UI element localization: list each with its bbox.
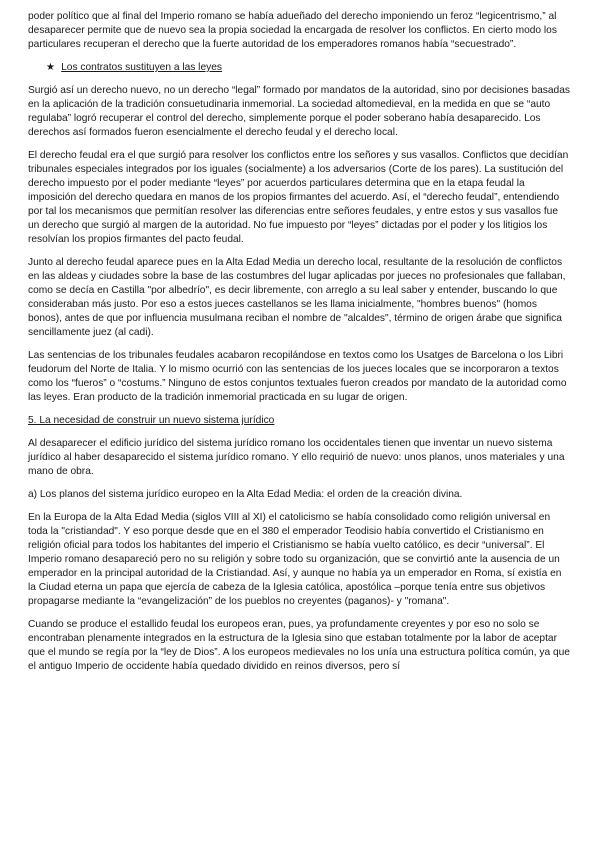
paragraph-intro: poder político que al final del Imperio romano se había adueñado del derecho imponiendo un feroz “legicentrismo,” al desaparecer permite que de nuevo sea la propia sociedad la encargada de resolver los conflictos. En cierto modo los particulares recuperan el derecho que la fuerte autoridad de los emperadores romanos había “secuestrado”.: [28, 11, 557, 50]
paragraph-feudal-law: El derecho feudal era el que surgió para resolver los conflictos entre los señores y sus vasallos. Conflictos que decidían tribunales especiales integrados por los iguales (socialmente) a los adversarios (Corte de los pares). La sustitución del derecho impuesto por el poder mediante “leyes” por acuerdos particulares determina que en la etapa feudal la imposición del derecho quedara en manos de los propios firmantes del acuerdo. Así, el “derecho feudal”, entendiendo por tal los mecanismos que permitían resolver las diferencias entre señores feudales, y entre estos y sus vasallos fue un derecho que surgió al margen de la autoridad. No fue impuesto por “leyes” dictadas por el poder y los litigios los resolvían los propios firmantes del pacto feudal.: [28, 150, 569, 245]
section-heading-5: [28, 414, 572, 428]
paragraph-feudal-outbreak: Cuando se produce el estallido feudal los europeos eran, pues, ya profundamente creyentes y por eso no solo se encontraban plenamente integrados en la estructura de la Iglesia sino que estaban totalmente por la labor de aceptar que el mundo se regía por la “ley de Dios”. A los europeos medievales no los unía una estructura política común, ya que el antiguo Imperio de occidente había quedado dividido en reinos diversos, pero sí: [28, 619, 570, 672]
star-bullet-icon: ★: [46, 62, 56, 73]
paragraph-local-law: Junto al derecho feudal aparece pues en la Alta Edad Media un derecho local, resultante de la resolución de conflictos en las aldeas y ciudades sobre la base de las costumbres del lugar aplicadas por jueces no profesionales que fallaban, como se decía en Castilla "por albedrío", es decir libremente, con arreglo a su leal saber y entender, buscando lo que consideraban más justo. Por eso a estos jueces castellanos se les llama inicialmente, "hombres buenos" (homos bonos), antes de que por influencia musulmana reciban el nombre de "alcaldes", término de origen árabe que significa sencillamente juez (al cadi).: [28, 257, 566, 338]
heading-contracts-text: Los contratos sustituyen a las leyes: [61, 62, 222, 73]
paragraph-compilations: Las sentencias de los tribunales feudales acabaron recopilándose en textos como los Usatges de Barcelona o los Libri feudorum del Norte de Italia. Y lo mismo ocurrió con las sentencias de los jueces locales que se incorporaron a textos como los “fueros” o “costums.” Ninguno de estos conjuntos textuales fueron creados por mandato de la autoridad como las leyes. Eran producto de la tradición inmemorial practicada en su lugar de origen.: [28, 350, 567, 403]
paragraph-new-law: Surgió así un derecho nuevo, no un derecho “legal” formado por mandatos de la autoridad, sino por decisiones basadas en la aplicación de la tradición consuetudinaria inmemorial. La sociedad altomedieval, en la medida en que se “auto regulaba” logró recuperar el control del derecho, simplemente porque el poder soberano había desaparecido. Los derechos así formados fueron esencialmente el derecho feudal y el derecho local.: [28, 85, 570, 138]
paragraph-catholicism: En la Europa de la Alta Edad Media (siglos VIII al XI) el catolicismo se había consolidado como religión universal en toda la "cristiandad". Y eso porque desde que en el 380 el emperador Teodisio había convertido el Cristianismo en religión oficial para todos los habitantes del imperio el Cristianismo se había vuelto católico, es decir “universal”. El Imperio romano desapareció pero no su religión y sobre todo su organización, que se convirtió ante la ausencia de un emperador en la principal autoridad de la Cristiandad. Así, y aunque no había ya un emperador en Roma, sí existía en la Ciudad eterna un papa que ejercía de cabeza de la Iglesia católica, apostólica –porque tenía entre sus objetivos propagarse mediante la “evangelización” de los pueblos no creyentes (paganos)- y "romana".: [28, 512, 562, 607]
bullet-heading-contracts: [46, 61, 572, 75]
paragraph-new-system: Al desaparecer el edificio jurídico del sistema jurídico romano los occidentales tienen que inventar un nuevo sistema jurídico al haber desaparecido el sistema jurídico romano. Y ello requirió de nuevo: unos planos, unos materiales y una mano de obra.: [28, 438, 565, 477]
section-heading-5-text: 5. La necesidad de construir un nuevo sistema jurídico: [28, 415, 275, 426]
paragraph-plans-heading: a) Los planos del sistema jurídico europeo en la Alta Edad Media: el orden de la creación divina.: [28, 489, 463, 500]
